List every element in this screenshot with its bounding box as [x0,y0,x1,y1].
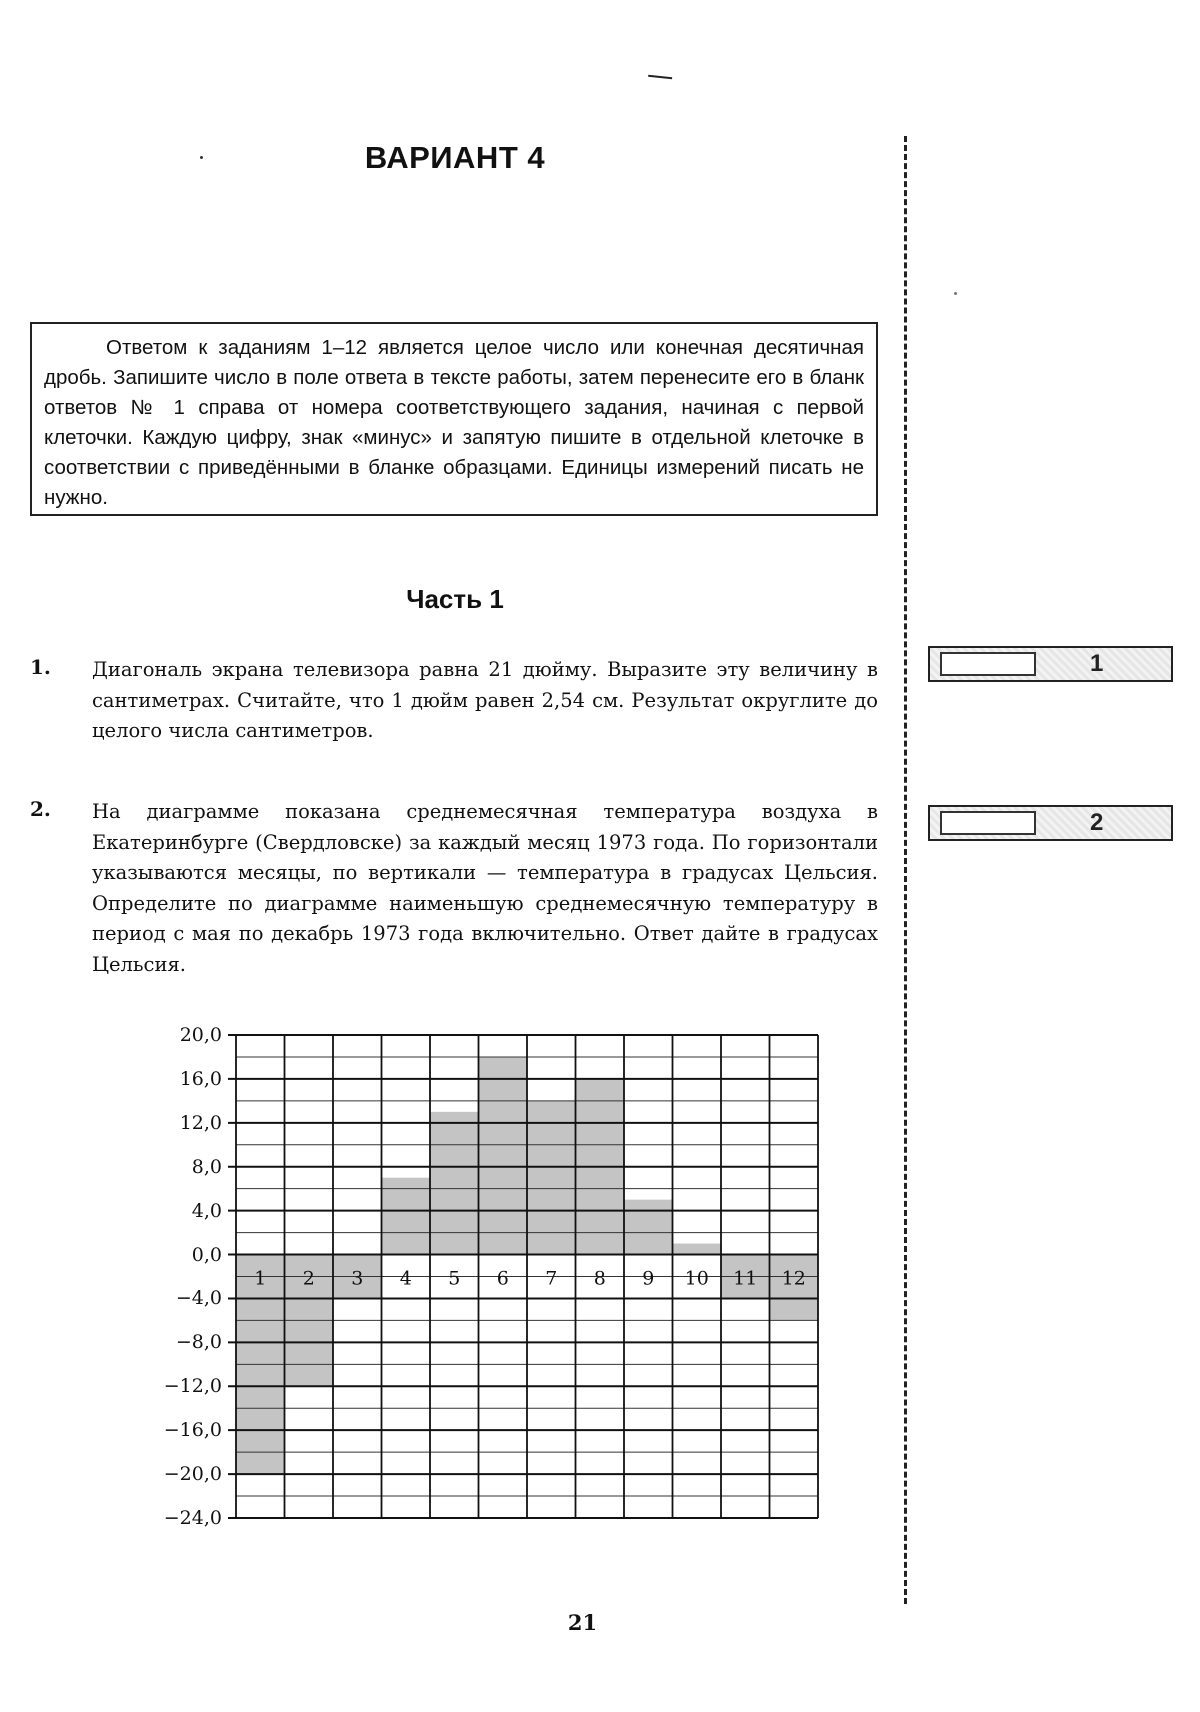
task-number: 1. [30,655,51,679]
task-1 [30,655,878,747]
y-tick-label: 0,0 [191,1243,222,1266]
task-text: Диагональ экрана телевизора равна 21 дюйму. Выразите эту величину в сантиметрах. Считайте, что 1 дюйм равен 2,54 см. Результат округлите до целого числа сантиметров. [92,658,878,742]
x-tick-label: 9 [642,1267,655,1290]
bar-month-6 [479,1057,528,1255]
x-tick-label: 7 [545,1267,558,1290]
y-tick-label: −4,0 [175,1287,222,1310]
x-tick-label: 1 [254,1267,267,1290]
answer-field-2[interactable] [940,811,1036,835]
x-tick-label: 12 [781,1267,806,1290]
page-number: 21 [567,1610,598,1635]
answer-box-1 [928,646,1173,682]
x-tick-label: 2 [302,1267,315,1290]
page-title: ВАРИАНТ 4 [364,140,546,175]
bar-month-10 [673,1244,722,1255]
y-tick-label: −24,0 [163,1507,222,1529]
temperature-bar-chart [150,1020,850,1580]
y-tick-label: 4,0 [191,1199,222,1222]
y-tick-label: 12,0 [179,1111,222,1134]
chart-plot-area [150,1020,850,1580]
task-number: 2. [30,797,51,821]
bar-month-4 [382,1178,431,1255]
answer-box-2 [928,805,1173,841]
instruction-text: Ответом к заданиям 1–12 является целое число или конечная десятичная дробь. Запишите число в поле ответа в тексте работы, затем перенесите его в бланк ответов № 1 справа от номера соответствующего задания, начиная с первой клеточки. Каждую цифру, знак «минус» и запятую пишите в отдельной клеточке в соответствии с приведёнными в бланке образцами. Единицы измерений писать не нужно. [44,336,864,509]
y-tick-label: 20,0 [179,1024,222,1046]
y-tick-label: 16,0 [179,1067,222,1090]
x-tick-label: 3 [351,1267,364,1290]
task-text: На диаграмме показана среднемесячная температура воздуха в Екатеринбурге (Свердловске) за каждый месяц 1973 года. По горизонтали указываются месяцы, по вертикали — температура в градусах Цельсия. Определите по диаграмме наименьшую среднемесячную температуру в период с мая по декабрь 1973 года включительно. Ответ дайте в градусах Цельсия. [92,800,878,976]
scan-dot [954,292,957,295]
x-tick-label: 6 [496,1267,509,1290]
instruction-box [30,322,878,516]
y-tick-label: −12,0 [163,1375,222,1398]
x-tick-label: 8 [593,1267,606,1290]
x-tick-label: 4 [399,1267,412,1290]
task-2 [30,797,878,982]
answer-field-1[interactable] [940,652,1036,676]
y-tick-label: −20,0 [163,1463,222,1486]
x-tick-label: 11 [733,1267,758,1290]
answer-box-number: 1 [1090,650,1104,677]
part-title: Часть 1 [406,584,504,614]
y-tick-label: −16,0 [163,1419,222,1442]
scan-mark [648,75,672,82]
bar-month-9 [624,1200,673,1255]
y-tick-label: −8,0 [175,1331,222,1354]
x-tick-label: 10 [684,1267,709,1290]
y-tick-label: 8,0 [191,1155,222,1178]
cut-line-divider [904,136,907,1604]
x-tick-label: 5 [448,1267,461,1290]
answer-box-number: 2 [1090,809,1104,836]
bar-month-7 [527,1101,576,1255]
bar-month-5 [430,1112,479,1255]
